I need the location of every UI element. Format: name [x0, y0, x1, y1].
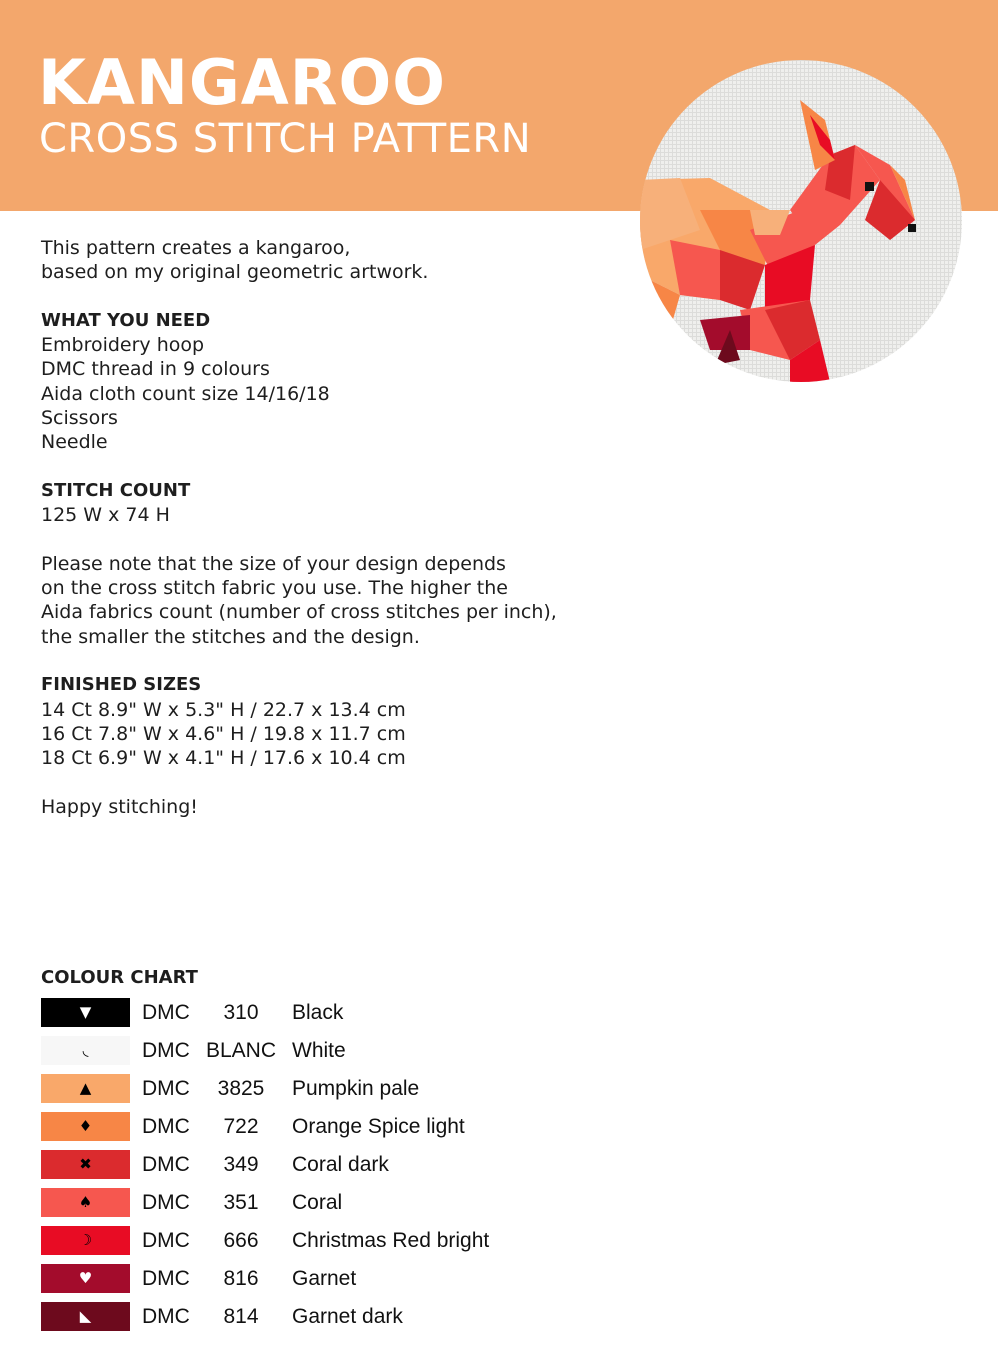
- thread-brand: DMC: [142, 1039, 190, 1062]
- colour-swatch: [41, 1264, 130, 1293]
- cross-circle-icon: ✖: [79, 1155, 92, 1173]
- pattern-title: KANGAROO: [38, 46, 446, 119]
- colour-chart-row: [41, 996, 641, 1034]
- pattern-description: [41, 236, 601, 819]
- note-line: Aida fabrics count (number of cross stitches per inch),: [41, 601, 557, 624]
- supply-item: DMC thread in 9 colours: [41, 358, 270, 381]
- colour-chart-row: [41, 1300, 641, 1338]
- supply-item: Scissors: [41, 407, 118, 430]
- thread-colour-name: Garnet dark: [292, 1305, 403, 1328]
- colour-swatch: [41, 998, 130, 1027]
- thread-code: 349: [223, 1153, 259, 1176]
- intro-line: This pattern creates a kangaroo,: [41, 237, 351, 259]
- corner-triangle-icon: ◣: [79, 1307, 92, 1325]
- colour-chart-rows: [41, 996, 641, 1338]
- mound-icon: ▲: [79, 1079, 92, 1097]
- thread-code: 351: [223, 1191, 259, 1214]
- intro-line: based on my original geometric artwork.: [41, 261, 429, 284]
- thread-brand: DMC: [142, 1001, 190, 1024]
- down-triangle-icon: ▼: [79, 1003, 92, 1021]
- thread-brand: DMC: [142, 1077, 190, 1100]
- crescent-icon: ☽: [78, 1231, 93, 1249]
- thread-code: 3825: [217, 1077, 265, 1100]
- pattern-subtitle: CROSS STITCH PATTERN: [39, 116, 532, 162]
- colour-chart-heading: COLOUR CHART: [41, 967, 198, 988]
- thread-code: 722: [223, 1115, 259, 1138]
- finished-size-item: 18 Ct 6.9" W x 4.1" H / 17.6 x 10.4 cm: [41, 747, 406, 770]
- colour-chart-row: [41, 1224, 641, 1262]
- stitch-count-heading: STITCH COUNT: [41, 479, 191, 501]
- colour-chart-row: [41, 1034, 641, 1072]
- finished-sizes-heading: FINISHED SIZES: [41, 674, 202, 696]
- kangaroo-stitched-photo: [640, 60, 962, 382]
- thread-brand: DMC: [142, 1115, 190, 1138]
- thread-colour-name: Orange Spice light: [292, 1115, 465, 1138]
- colour-swatch: [41, 1074, 130, 1103]
- closing-text: Happy stitching!: [41, 795, 198, 818]
- supply-item: Embroidery hoop: [41, 334, 205, 357]
- thread-code: BLANC: [205, 1039, 277, 1062]
- thread-colour-name: Coral: [292, 1191, 343, 1214]
- thread-colour-name: Garnet: [292, 1267, 357, 1290]
- thread-code: 666: [223, 1229, 259, 1252]
- supply-item: Aida cloth count size 14/16/18: [41, 382, 330, 405]
- spade-icon: ♠: [78, 1193, 93, 1211]
- what-you-need-heading: WHAT YOU NEED: [41, 309, 211, 331]
- colour-swatch: [41, 1226, 130, 1255]
- note-line: the smaller the stitches and the design.: [41, 625, 420, 648]
- colour-swatch: [41, 1150, 130, 1179]
- thread-colour-name: Christmas Red bright: [292, 1229, 490, 1252]
- colour-chart-row: [41, 1186, 641, 1224]
- colour-swatch: [41, 1112, 130, 1141]
- thread-brand: DMC: [142, 1153, 190, 1176]
- thread-brand: DMC: [142, 1229, 190, 1252]
- note-line: on the cross stitch fabric you use. The higher the: [41, 577, 508, 600]
- finished-size-item: 16 Ct 7.8" W x 4.6" H / 19.8 x 11.7 cm: [41, 722, 406, 745]
- thread-brand: DMC: [142, 1191, 190, 1214]
- thread-code: 310: [223, 1001, 259, 1024]
- colour-chart: [41, 966, 641, 1338]
- note-line: Please note that the size of your design depends: [41, 552, 506, 575]
- colour-swatch: [41, 1302, 130, 1331]
- colour-chart-row: [41, 1148, 641, 1186]
- thread-colour-name: White: [292, 1039, 346, 1062]
- thread-colour-name: Black: [292, 1001, 344, 1024]
- colour-swatch: [41, 1036, 130, 1065]
- thread-colour-name: Pumpkin pale: [292, 1077, 420, 1100]
- colour-chart-row: [41, 1110, 641, 1148]
- supply-item: Needle: [41, 431, 108, 454]
- thread-code: 816: [223, 1267, 259, 1290]
- thread-brand: DMC: [142, 1305, 190, 1328]
- colour-chart-row: [41, 1262, 641, 1300]
- thread-brand: DMC: [142, 1267, 190, 1290]
- finished-size-item: 14 Ct 8.9" W x 5.3" H / 22.7 x 13.4 cm: [41, 698, 406, 721]
- thread-code: 814: [223, 1305, 259, 1328]
- colour-swatch: [41, 1188, 130, 1217]
- colour-chart-row: [41, 1072, 641, 1110]
- hook-icon: ◟: [82, 1041, 89, 1059]
- heart-icon: ♥: [78, 1269, 93, 1287]
- stitch-count-value: 125 W x 74 H: [41, 504, 170, 527]
- thread-colour-name: Coral dark: [292, 1153, 389, 1176]
- diamond-icon: ♦: [78, 1117, 93, 1135]
